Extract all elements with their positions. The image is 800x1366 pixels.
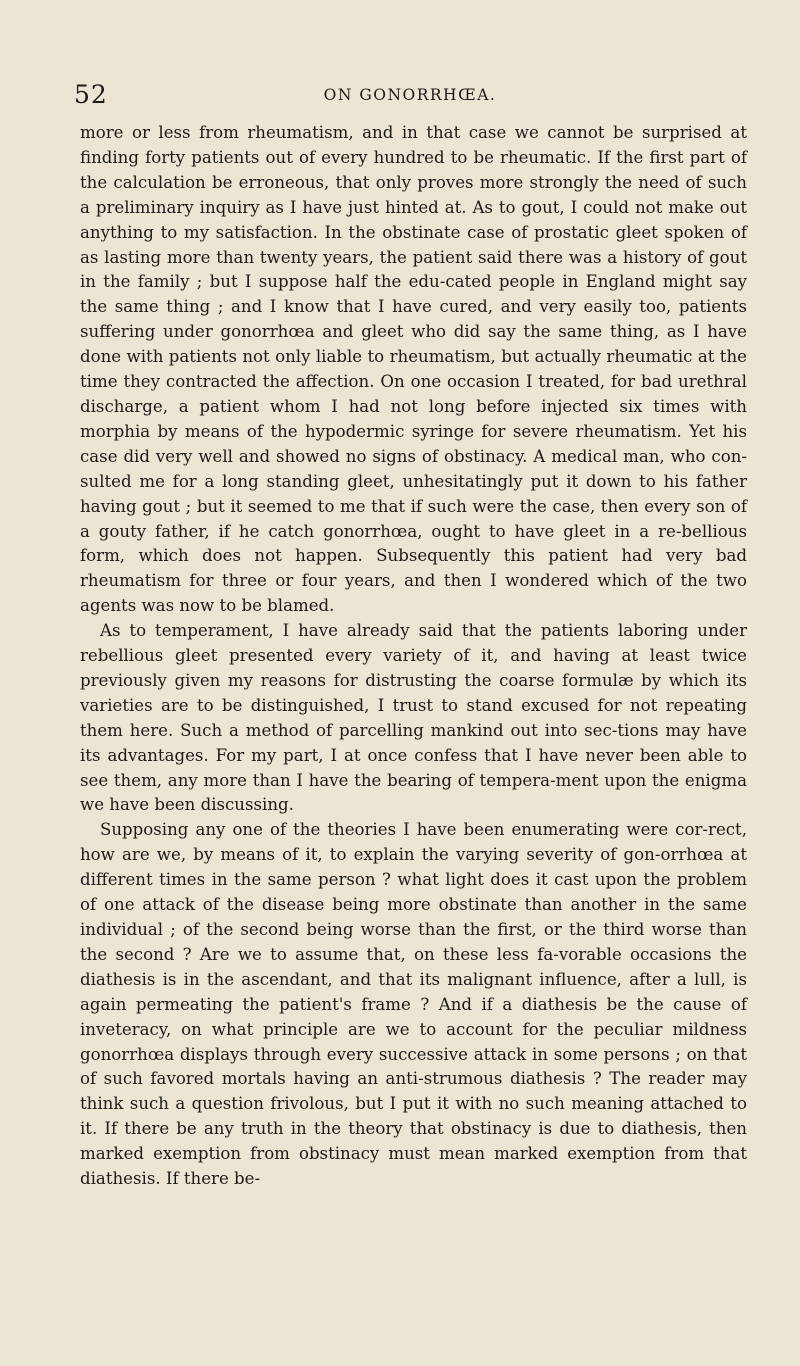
body-text — [80, 121, 747, 1192]
paragraph-theories-diathesis: Supposing any one of the theories I have been enumerating were cor-rect, how are we, by means of it, to explain the varying severity of gon-orrhœa at different times in the same person ? what light does it cast upon the problem of one attack of the disease being more obstinate than another in the same individual ; of the second being worse than the first, or the third worse than the second ? Are we to assume that, on these less fa-vorable occasions the diathesis is in the ascendant, and that its malignant influence, after a lull, is again permeating the patient's frame ? And if a diathesis be the cause of inveteracy, on what principle are we to account for the peculiar mildness gonorrhœa displays through every successive attack in some persons ; on that of such favored mortals having an anti-strumous diathesis ? The reader may think such a question frivolous, but I put it with no such meaning attached to it. If there be any truth in the theory that obstinacy is due to diathesis, then marked exemption from obstinacy must mean marked exemption from that diathesis. If there be- — [80, 820, 747, 1189]
running-title: ON GONORRHŒA. — [323, 86, 497, 104]
page-number: 52 — [74, 80, 108, 109]
running-head — [74, 78, 746, 112]
paragraph-gout-rheumatism: more or less from rheumatism, and in that case we cannot be surprised at finding forty patients out of every hundred to be rheumatic. If the first part of the calculation be erroneous, that only proves more strongly the need of such a preliminary inquiry as I have just hinted at. As to gout, I could not make out anything to my satisfaction. In the obstinate case of prostatic gleet spoken of as lasting more than twenty years, the patient said there was a history of gout in the family ; but I suppose half the edu-cated people in England might say the same thing ; and I know that I have cured, and very easily too, patients suffering under gonorrhœa and gleet who did say the same thing, as I have done with patients not only liable to rheumatism, but actually rheumatic at the time they contracted the affection. On one occasion I treated, for bad urethral discharge, a patient whom I had not long before injected six times with morphia by means of the hypodermic syringe for severe rheumatism. Yet his case did very well and showed no signs of obstinacy. A medical man, who con-sulted me for a long standing gleet, unhesitatingly put it down to his father having gout ; but it seemed to me that if such were the case, then every son of a gouty father, if he catch gonorrhœa, ought to have gleet in a re-bellious form, which does not happen. Subsequently this patient had very bad rheumatism for three or four years, and then I wondered which of the two agents was now to be blamed. — [80, 123, 747, 616]
paragraph-temperament: As to temperament, I have already said that the patients laboring under rebellious gleet presented every variety of it, and having at least twice previously given my reasons for distrusting the coarse formulæ by which its varieties are to be distinguished, I trust to stand excused for not repeating them here. Such a method of parcelling mankind out into sec-tions may have its advantages. For my part, I at once confess that I have never been able to see them, any more than I have the bearing of tempera-ment upon the enigma we have been discussing. — [80, 621, 747, 815]
